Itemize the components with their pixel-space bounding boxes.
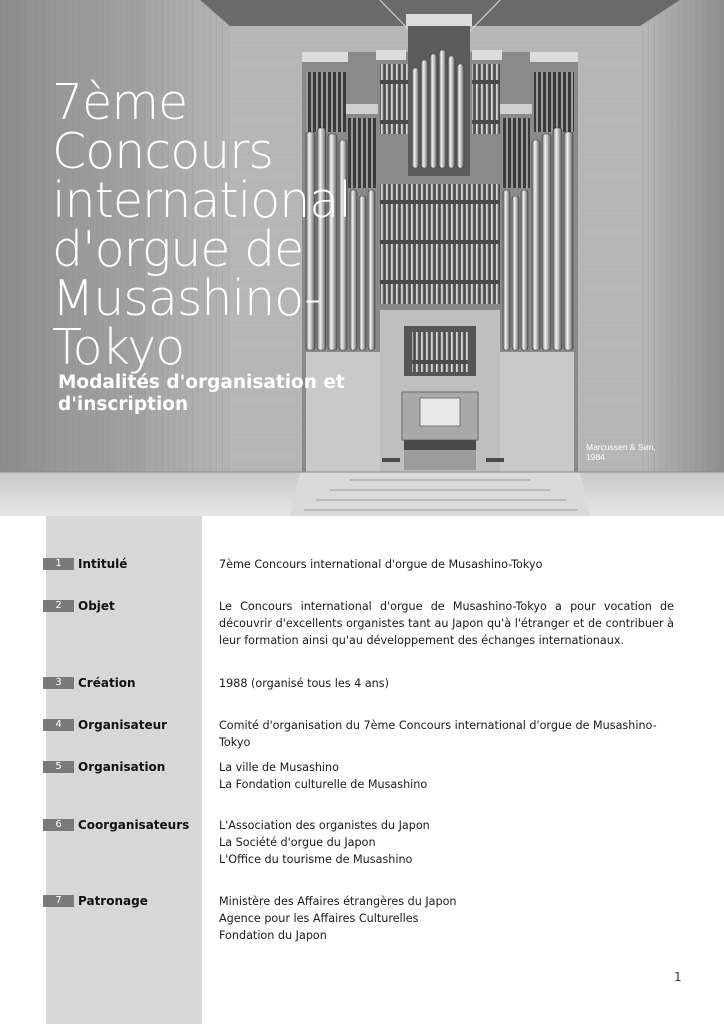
- photo-credit: [586, 442, 656, 462]
- section-content: [219, 817, 674, 868]
- section-label: Organisation: [78, 760, 166, 774]
- content-line: La ville de Musashino: [219, 761, 339, 774]
- title-line: international: [52, 172, 351, 229]
- content-line: La Fondation culturelle de Musashino: [219, 778, 428, 791]
- credit-line: 1984: [586, 452, 605, 462]
- title-line: d'orgue de: [52, 221, 304, 278]
- content-line: Fondation du Japon: [219, 929, 327, 942]
- page-title: [52, 74, 352, 376]
- content-line: La Société d'orgue du Japon: [219, 836, 376, 849]
- title-line: Concours: [52, 123, 273, 180]
- section-number: 4: [43, 719, 74, 731]
- title-line: 7ème: [52, 74, 188, 131]
- section-number: 1: [43, 558, 74, 570]
- section-content: [219, 893, 674, 944]
- credit-line: Marcussen & Søn,: [586, 442, 656, 452]
- page-subtitle: [58, 372, 378, 416]
- content-line: 7ème Concours international d'orgue de Musashino-Tokyo: [219, 558, 543, 571]
- section-label: Création: [78, 676, 136, 690]
- section-label: Organisateur: [78, 718, 168, 732]
- content-line: 1988 (organisé tous les 4 ans): [219, 677, 389, 690]
- content-line: L'Office du tourisme de Musashino: [219, 853, 413, 866]
- content-paragraph: Le Concours international d'orgue de Musashino-Tokyo a pour vocation de découvrir d'excellents organistes tant au Japon qu'à l'étranger et de contribuer à leur formation ainsi qu'au développement des échanges internationaux.: [219, 600, 674, 647]
- subtitle-line: Modalités d'organisation et: [58, 372, 345, 393]
- content-line: Agence pour les Affaires Culturelles: [219, 912, 419, 925]
- title-line: Tokyo: [52, 319, 185, 376]
- section-content: [219, 717, 674, 751]
- subtitle-line: d'inscription: [58, 394, 189, 415]
- section-content: [219, 598, 674, 649]
- section-number: 3: [43, 677, 74, 689]
- content-line: L'Association des organistes du Japon: [219, 819, 430, 832]
- section-label: Coorganisateurs: [78, 818, 190, 832]
- content-line: Comité d'organisation du 7ème Concours international d'orgue de Musashino-Tokyo: [219, 719, 657, 749]
- section-number: 2: [43, 600, 74, 612]
- section-content: [219, 675, 674, 692]
- section-label: Objet: [78, 599, 115, 613]
- section-number: 7: [43, 895, 74, 907]
- section-number: 5: [43, 761, 74, 773]
- section-content: [219, 759, 674, 793]
- page-number: 1: [674, 970, 682, 984]
- section-number: 6: [43, 819, 74, 831]
- content-line: Ministère des Affaires étrangères du Japon: [219, 895, 457, 908]
- section-label: Intitulé: [78, 557, 128, 571]
- section-content: [219, 556, 674, 573]
- title-line: Musashino-: [52, 270, 321, 327]
- section-label: Patronage: [78, 894, 148, 908]
